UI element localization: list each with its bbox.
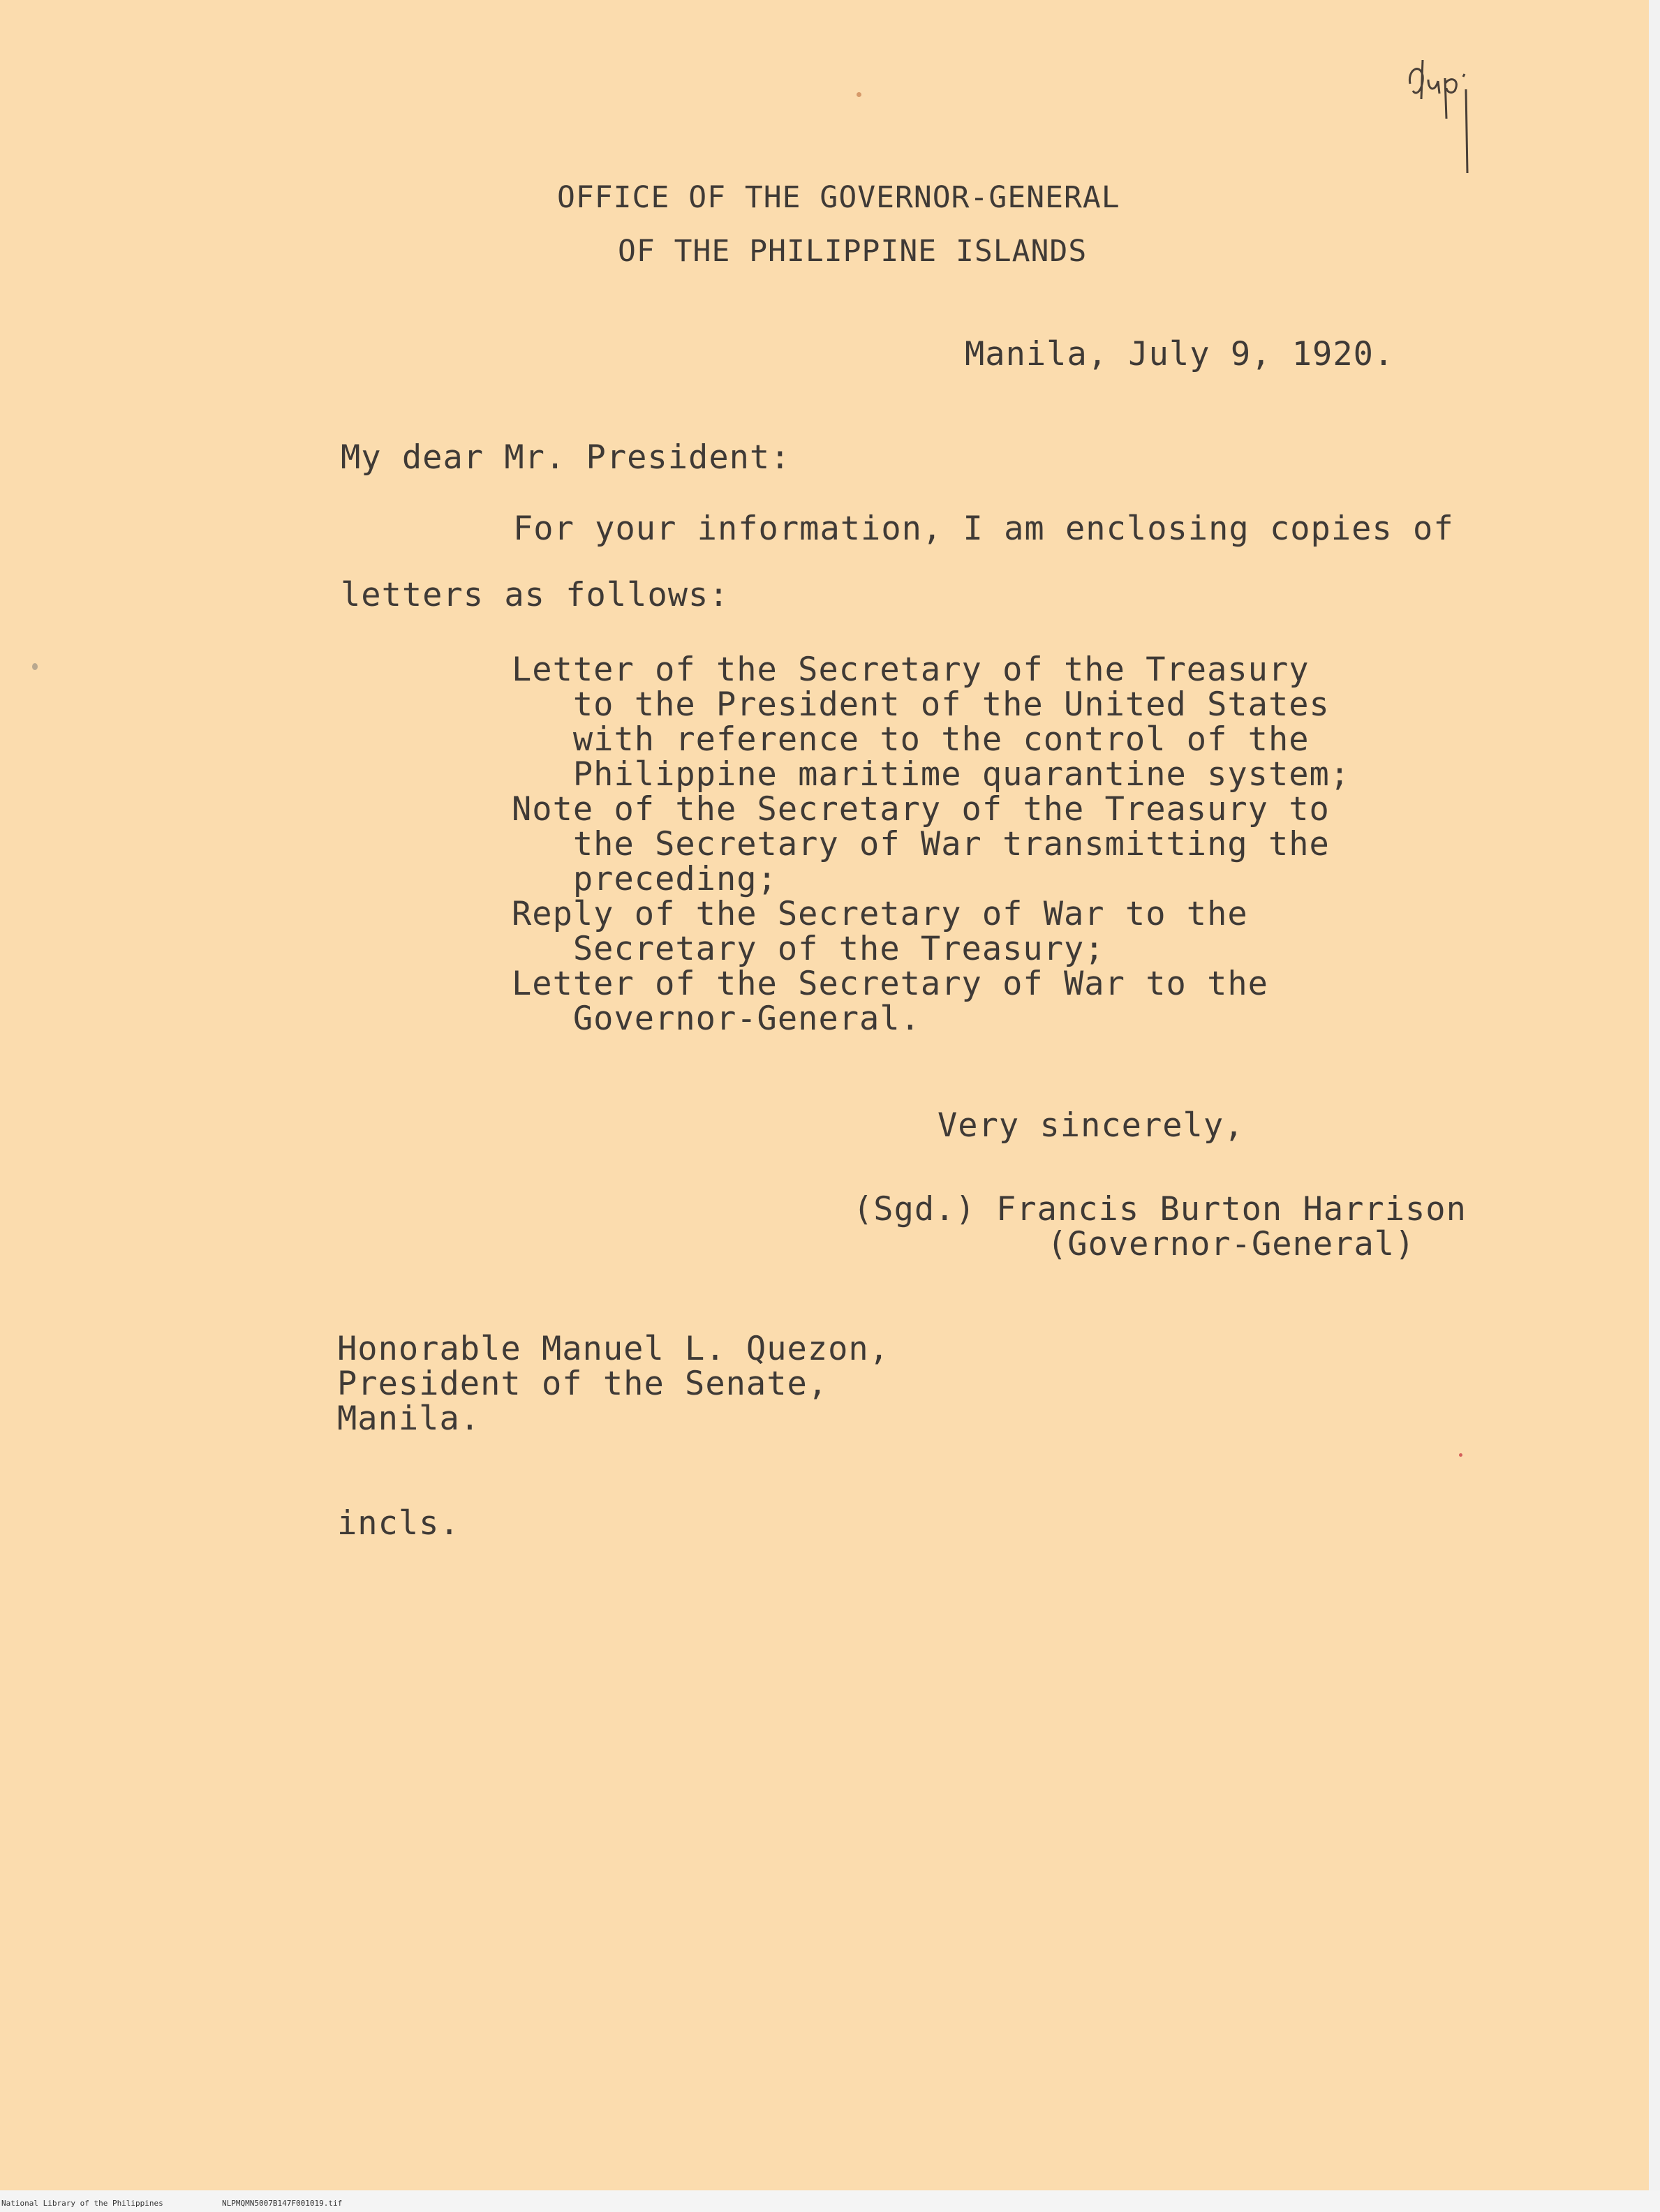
addressee-line-3: Manila. xyxy=(337,1400,481,1438)
header-line-1: OFFICE OF THE GOVERNOR-GENERAL xyxy=(557,180,1120,215)
enclosure-note: incls. xyxy=(337,1504,460,1543)
enclosure-item: Reply of the Secretary of War to the Secretary of the Treasury; xyxy=(512,895,1248,968)
scan-edge-right xyxy=(1649,0,1660,2212)
enclosure-item: Letter of the Secretary of War to the Governor-General. xyxy=(512,965,1268,1038)
signature-name: (Sgd.) Francis Burton Harrison xyxy=(853,1190,1467,1229)
enclosure-item: Note of the Secretary of the Treasury to the Secretary of War transmitting the preceding; xyxy=(512,790,1330,898)
body-line-1: For your information, I am enclosing copies of xyxy=(513,510,1454,548)
footer-library: National Library of the Philippines xyxy=(1,2199,163,2208)
addressee-line-2: President of the Senate, xyxy=(337,1365,829,1403)
handwritten-annotation xyxy=(1405,56,1488,181)
footer-file-id: NLPMQMN5007B147F001019.tif xyxy=(222,2199,343,2208)
paper-speck xyxy=(1459,1453,1462,1457)
header-line-2: OF THE PHILIPPINE ISLANDS xyxy=(618,234,1088,269)
paper-speck xyxy=(32,663,38,670)
paper-speck xyxy=(857,92,861,97)
enclosure-item: Letter of the Secretary of the Treasury to the President of the United States with reference to the control of the Philippine maritime quarantine system; xyxy=(512,651,1351,794)
addressee-line-1: Honorable Manuel L. Quezon, xyxy=(337,1330,890,1368)
signature-title: (Governor-General) xyxy=(1047,1225,1416,1263)
body-line-2: letters as follows: xyxy=(341,576,729,614)
salutation: My dear Mr. President: xyxy=(341,438,791,477)
closing: Very sincerely, xyxy=(938,1106,1245,1145)
dateline: Manila, July 9, 1920. xyxy=(965,335,1395,373)
